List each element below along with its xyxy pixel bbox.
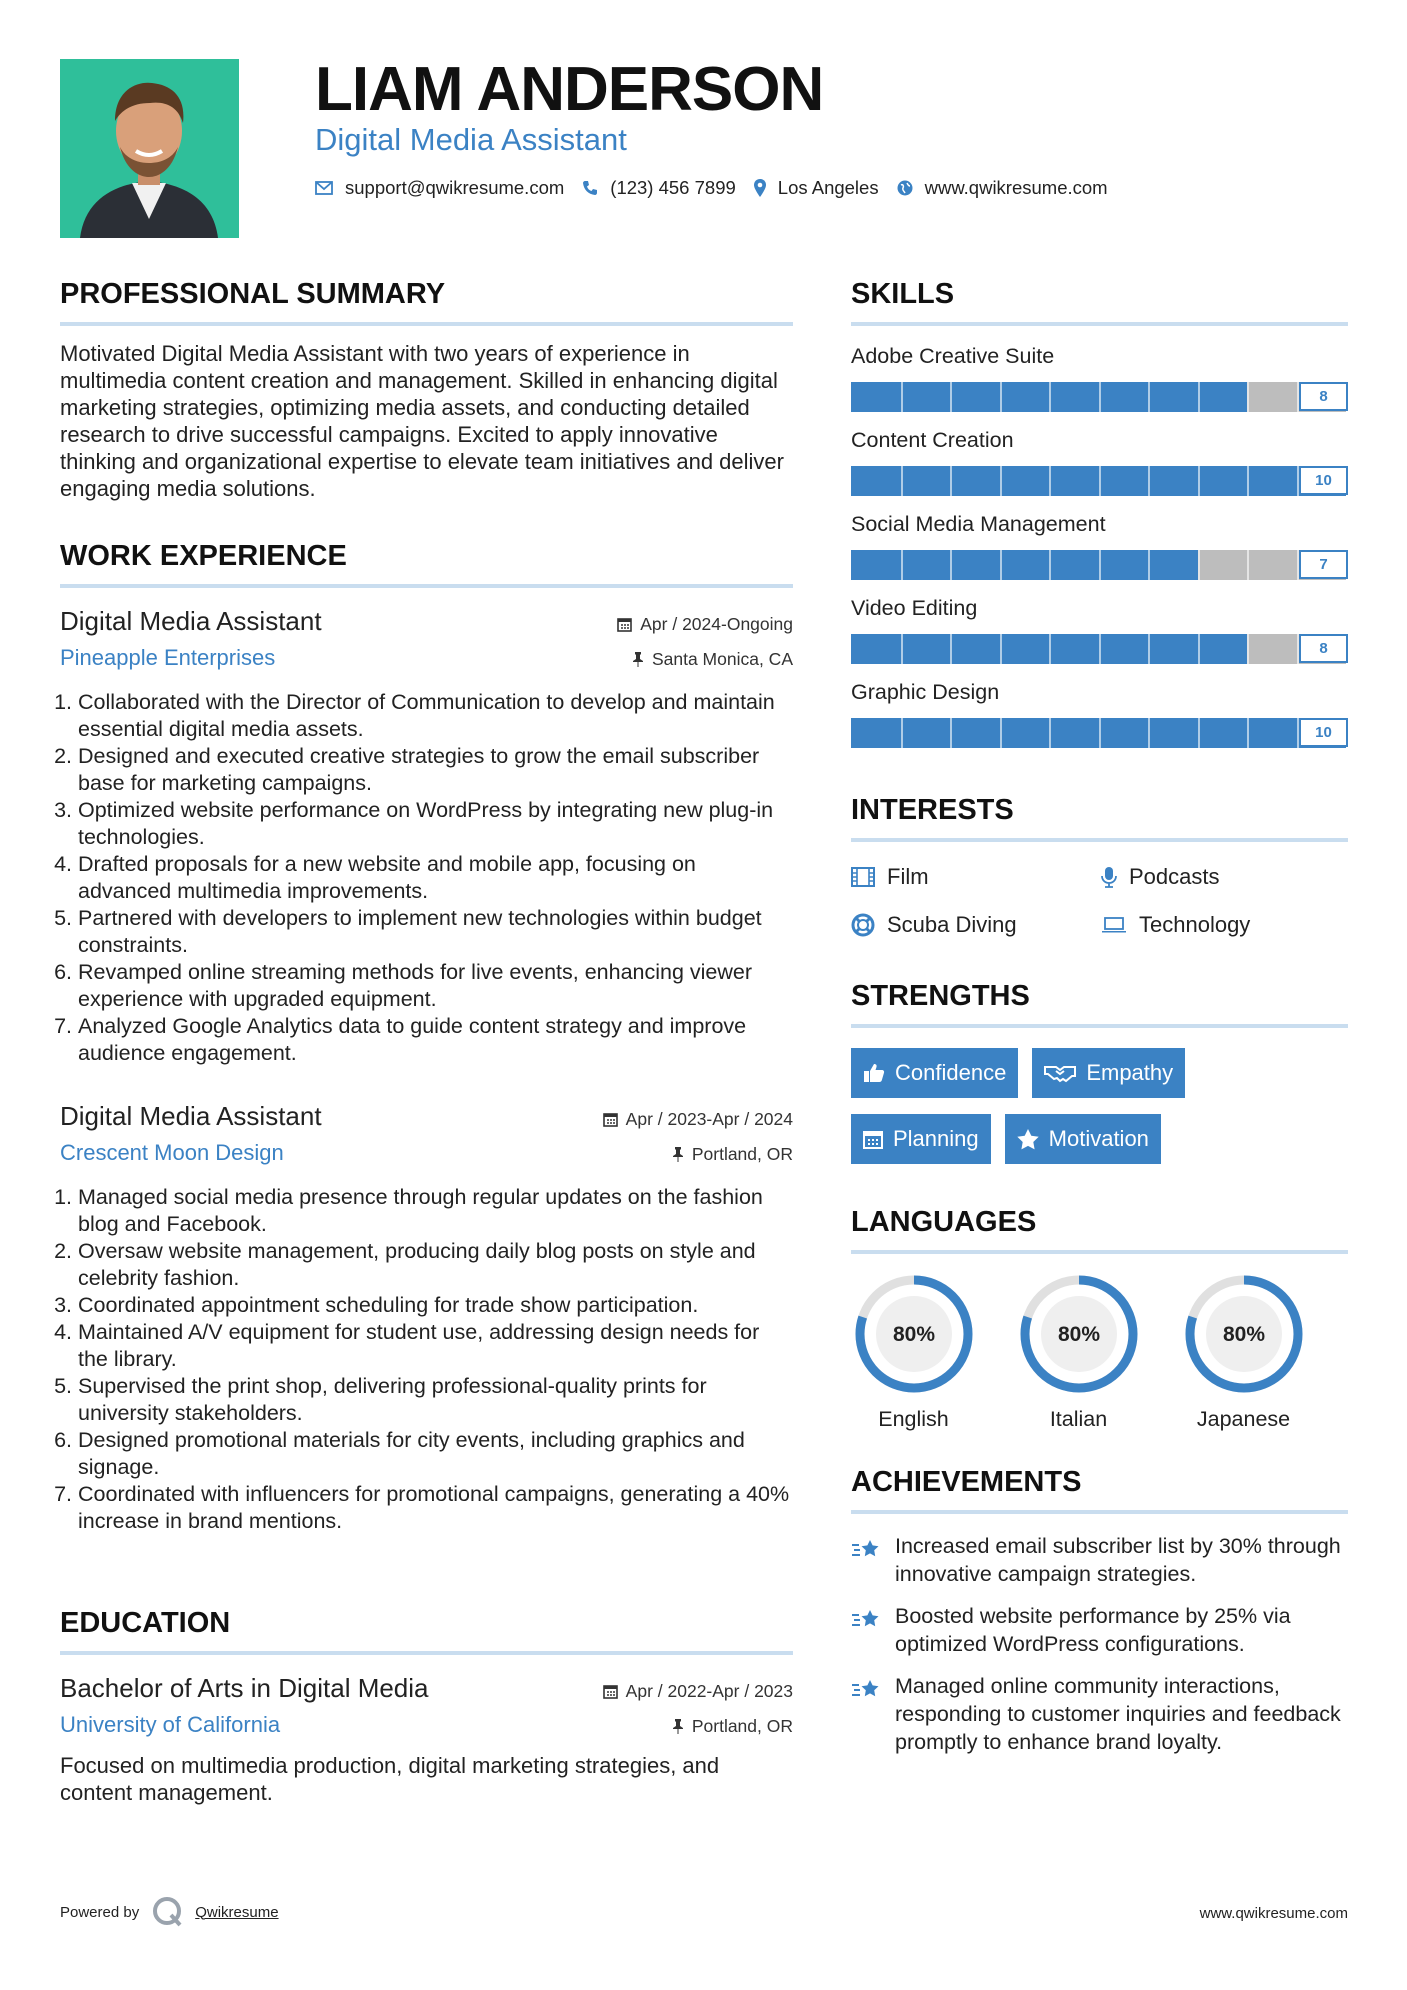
- languages-heading: LANGUAGES: [851, 1206, 1037, 1238]
- experience-section: [60, 534, 793, 1535]
- skill-bar-tick: [1000, 466, 1002, 496]
- language-percent: 80%: [892, 1323, 935, 1346]
- skill-bar-tick: [1148, 550, 1150, 580]
- skill-bar-tick: [950, 466, 952, 496]
- shooting-star-icon: [851, 1676, 883, 1702]
- section-divider: [60, 1651, 793, 1655]
- skill-score: 8: [1299, 382, 1348, 411]
- job-date: [603, 1109, 793, 1130]
- contact-bar: [315, 177, 1126, 199]
- achievements-section: [851, 1460, 1348, 1756]
- list-item: 6. Designed promotional materials for city events, including graphics and signage.: [78, 1427, 793, 1481]
- education-description: Focused on multimedia production, digital marketing strategies, and content management.: [60, 1753, 720, 1805]
- contact-phone[interactable]: [582, 177, 736, 199]
- calendar-icon: [603, 1684, 618, 1699]
- list-item: 4. Drafted proposals for a new website and mobile app, focusing on advanced multimedia improvements.: [78, 851, 793, 905]
- education-section: [60, 1601, 793, 1806]
- skill-bar-tick: [1099, 382, 1101, 412]
- skill-bar-tick: [1099, 718, 1101, 748]
- language-ring: [1182, 1272, 1306, 1396]
- phone-text: (123) 456 7899: [610, 177, 736, 198]
- skill-item: [851, 342, 1348, 412]
- left-column: [60, 272, 793, 1806]
- skill-bar-tick: [1148, 634, 1150, 664]
- school-name: University of California: [60, 1712, 281, 1737]
- list-item: 7. Analyzed Google Analytics data to guide content strategy and improve audience engagement.: [78, 1013, 793, 1067]
- skill-bar: [851, 634, 1348, 664]
- pushpin-icon: [632, 652, 644, 667]
- candidate-name: LIAM ANDERSON: [315, 55, 824, 124]
- language-label: Japanese: [1196, 1407, 1291, 1431]
- list-item: 3. Optimized website performance on WordPress by integrating new plug-in technologies.: [78, 797, 793, 851]
- job-date-text: Apr / 2023-Apr / 2024: [625, 1109, 793, 1129]
- interest-item: [851, 864, 1101, 890]
- handshake-icon: [1044, 1063, 1076, 1083]
- skill-item: [851, 594, 1348, 664]
- job-date: [617, 614, 793, 635]
- footer-website[interactable]: www.qwikresume.com: [1199, 1905, 1348, 1922]
- laptop-icon: [1101, 916, 1127, 934]
- skill-bar-tick: [901, 382, 903, 412]
- language-label: English: [878, 1407, 949, 1431]
- summary-text: Motivated Digital Media Assistant with two years of experience in multimedia content creation and management. Skilled in enhancing digital marketing strategies, optimizing media assets, and conducting detailed research to drive successful campaigns. Excited to apply innovative thinking and organizational expertise to elevate team initiatives and deliver engaging media solutions.: [60, 341, 784, 501]
- skill-label: Video Editing: [851, 596, 978, 620]
- skill-bar-tick: [1049, 634, 1051, 664]
- language-ring: [1017, 1272, 1141, 1396]
- job-duties: [60, 1184, 793, 1535]
- contact-location: [754, 177, 879, 199]
- skill-bar-tick: [1049, 382, 1051, 412]
- job-location: [632, 649, 793, 670]
- education-date: [603, 1681, 793, 1702]
- globe-icon: [897, 180, 913, 196]
- language-label: Italian: [1049, 1407, 1108, 1431]
- phone-icon: [582, 180, 598, 196]
- language-percent: 80%: [1057, 1323, 1100, 1346]
- job-company: Pineapple Enterprises: [60, 645, 276, 670]
- interest-label: Film: [887, 864, 929, 889]
- achievement-item: [851, 1532, 1348, 1588]
- skill-bar-tick: [1049, 718, 1051, 748]
- contact-email[interactable]: [315, 177, 564, 199]
- calendar-icon: [617, 617, 632, 632]
- skill-item: [851, 678, 1348, 748]
- achievement-text: Increased email subscriber list by 30% through innovative campaign strategies.: [895, 1534, 1341, 1586]
- skill-bar-tick: [1247, 634, 1249, 664]
- skill-bar-tick: [950, 550, 952, 580]
- section-divider: [60, 584, 793, 588]
- job-title: Digital Media Assistant: [60, 606, 322, 636]
- strengths-section: [851, 974, 1348, 1180]
- job-entry: [60, 606, 793, 1067]
- life-ring-icon: [851, 913, 875, 937]
- section-divider: [851, 322, 1348, 326]
- job-title: Digital Media Assistant: [60, 1101, 322, 1131]
- skill-bar-tick: [1198, 550, 1200, 580]
- skill-item: [851, 510, 1348, 580]
- skill-bar-tick: [1148, 718, 1150, 748]
- contact-website[interactable]: [897, 177, 1108, 199]
- interest-label: Technology: [1139, 912, 1251, 937]
- skill-item: [851, 426, 1348, 496]
- skill-bar-tick: [1099, 634, 1101, 664]
- education-date-text: Apr / 2022-Apr / 2023: [625, 1681, 793, 1701]
- experience-heading: WORK EXPERIENCE: [60, 540, 347, 572]
- achievement-item: [851, 1602, 1348, 1658]
- interests-section: [851, 788, 1348, 938]
- pushpin-icon: [672, 1147, 684, 1162]
- skill-bar-tick: [1000, 634, 1002, 664]
- skill-score: 7: [1299, 550, 1348, 579]
- skill-bar-tick: [901, 634, 903, 664]
- strength-label: Empathy: [1086, 1060, 1174, 1085]
- qwikresume-logo-icon: [151, 1895, 185, 1929]
- skill-bar-tick: [1099, 466, 1101, 496]
- section-divider: [60, 322, 793, 326]
- language-item: [851, 1272, 976, 1432]
- skill-bar-tick: [1198, 634, 1200, 664]
- calendar-icon: [603, 1112, 618, 1127]
- strength-label: Motivation: [1048, 1126, 1149, 1151]
- skill-bar-tick: [950, 718, 952, 748]
- skill-bar-tick: [1247, 718, 1249, 748]
- skill-bar: [851, 382, 1348, 412]
- summary-section: [60, 272, 793, 502]
- candidate-title: Digital Media Assistant: [315, 122, 627, 157]
- skill-bar-tick: [1049, 466, 1051, 496]
- envelope-icon: [315, 181, 333, 195]
- job-company: Crescent Moon Design: [60, 1140, 284, 1165]
- achievements-heading: ACHIEVEMENTS: [851, 1466, 1082, 1498]
- film-icon: [851, 867, 875, 887]
- profile-photo: [60, 59, 239, 238]
- job-entry: [60, 1101, 793, 1535]
- skill-score: 10: [1299, 466, 1348, 495]
- skill-bar-tick: [1247, 382, 1249, 412]
- education-entry: [60, 1673, 793, 1806]
- skill-bar-tick: [1000, 718, 1002, 748]
- summary-heading: PROFESSIONAL SUMMARY: [60, 278, 446, 310]
- strengths-heading: STRENGTHS: [851, 980, 1030, 1012]
- skill-bar-tick: [950, 634, 952, 664]
- skill-bar-tick: [1198, 718, 1200, 748]
- job-date-text: Apr / 2024-Ongoing: [640, 614, 793, 634]
- interests-grid: [851, 864, 1348, 938]
- section-divider: [851, 838, 1348, 842]
- skill-label: Graphic Design: [851, 680, 1000, 704]
- job-location: [672, 1144, 793, 1165]
- strength-tag: [851, 1048, 1018, 1098]
- strength-label: Planning: [893, 1126, 979, 1151]
- skill-bar-tick: [1099, 550, 1101, 580]
- skill-bar-tick: [1247, 550, 1249, 580]
- job-duties: [60, 689, 793, 1067]
- skill-bar-fill: [851, 550, 1198, 580]
- skill-bar-tick: [1247, 466, 1249, 496]
- skill-bar-tick: [901, 718, 903, 748]
- language-percent: 80%: [1222, 1323, 1265, 1346]
- language-item: [1181, 1272, 1306, 1432]
- skill-label: Social Media Management: [851, 512, 1106, 536]
- list-item: 1. Managed social media presence through regular updates on the fashion blog and Facebook.: [78, 1184, 793, 1238]
- skill-bar-tick: [1198, 466, 1200, 496]
- list-item: 7. Coordinated with influencers for promotional campaigns, generating a 40% increase in brand mentions.: [78, 1481, 793, 1535]
- skill-label: Adobe Creative Suite: [851, 344, 1055, 368]
- education-heading: EDUCATION: [60, 1607, 231, 1639]
- skill-bar-tick: [1049, 550, 1051, 580]
- skill-bar-tick: [950, 382, 952, 412]
- strength-tag: [1005, 1114, 1161, 1164]
- job-location-text: Portland, OR: [691, 1144, 793, 1164]
- skill-bar-tick: [1000, 382, 1002, 412]
- interest-item: [1101, 912, 1348, 938]
- languages-section: [851, 1200, 1348, 1432]
- education-location-text: Portland, OR: [691, 1716, 793, 1736]
- skill-bar-tick: [1148, 382, 1150, 412]
- skill-bar: [851, 718, 1348, 748]
- achievement-text: Managed online community interactions, responding to customer inquiries and feedback promptly to enhance brand loyalty.: [895, 1674, 1341, 1754]
- shooting-star-icon: [851, 1606, 883, 1632]
- skill-score: 8: [1299, 634, 1348, 663]
- list-item: 3. Coordinated appointment scheduling for trade show participation.: [78, 1292, 793, 1319]
- degree-title: Bachelor of Arts in Digital Media: [60, 1673, 429, 1703]
- qwikresume-link[interactable]: Qwikresume: [195, 1903, 279, 1921]
- list-item: 4. Maintained A/V equipment for student use, addressing design needs for the library.: [78, 1319, 793, 1373]
- interest-label: Scuba Diving: [887, 912, 1017, 937]
- section-divider: [851, 1250, 1348, 1254]
- job-location-text: Santa Monica, CA: [651, 649, 793, 669]
- skill-score: 10: [1299, 718, 1348, 747]
- skill-bar-tick: [1000, 550, 1002, 580]
- interest-item: [1101, 864, 1348, 890]
- achievement-text: Boosted website performance by 25% via optimized WordPress configurations.: [895, 1604, 1291, 1656]
- list-item: 1. Collaborated with the Director of Communication to develop and maintain essential digital media assets.: [78, 689, 793, 743]
- list-item: 5. Supervised the print shop, delivering professional-quality prints for university stakeholders.: [78, 1373, 793, 1427]
- section-divider: [851, 1024, 1348, 1028]
- skills-section: [851, 272, 1348, 748]
- powered-by-label: Powered by: [60, 1903, 140, 1921]
- strength-tag: [851, 1114, 991, 1164]
- thumbs-up-icon: [863, 1063, 885, 1083]
- skill-bar-tick: [1148, 466, 1150, 496]
- location-text: Los Angeles: [777, 177, 879, 198]
- strength-tag: [1032, 1048, 1185, 1098]
- list-item: 2. Designed and executed creative strategies to grow the email subscriber base for marketing campaigns.: [78, 743, 793, 797]
- shooting-star-icon: [851, 1536, 883, 1562]
- list-item: 2. Oversaw website management, producing daily blog posts on style and celebrity fashion.: [78, 1238, 793, 1292]
- interests-heading: INTERESTS: [851, 794, 1014, 826]
- list-item: 5. Partnered with developers to implement new technologies within budget constraints.: [78, 905, 793, 959]
- pushpin-icon: [672, 1719, 684, 1734]
- strengths-tags: [851, 1048, 1348, 1180]
- languages-list: [851, 1272, 1348, 1432]
- microphone-icon: [1101, 866, 1117, 888]
- skill-bar-tick: [901, 550, 903, 580]
- footer-powered-by: [60, 1895, 279, 1929]
- skill-bar: [851, 550, 1348, 580]
- list-item: 6. Revamped online streaming methods for live events, enhancing viewer experience with upgraded equipment.: [78, 959, 793, 1013]
- language-ring: [852, 1272, 976, 1396]
- skill-bar-tick: [901, 466, 903, 496]
- calendar-icon: [863, 1129, 883, 1149]
- email-text: support@qwikresume.com: [345, 177, 565, 198]
- education-location: [672, 1716, 793, 1737]
- achievement-item: [851, 1672, 1348, 1756]
- interest-item: [851, 912, 1101, 938]
- skills-heading: SKILLS: [851, 278, 955, 310]
- star-icon: [1017, 1129, 1039, 1150]
- skill-bar-tick: [1198, 382, 1200, 412]
- strength-label: Confidence: [895, 1060, 1007, 1085]
- right-column: [851, 272, 1348, 1756]
- map-marker-icon: [754, 179, 766, 197]
- skill-bar: [851, 466, 1348, 496]
- interest-label: Podcasts: [1129, 864, 1220, 889]
- website-text: www.qwikresume.com: [924, 177, 1108, 198]
- language-item: [1016, 1272, 1141, 1432]
- skill-label: Content Creation: [851, 428, 1014, 452]
- section-divider: [851, 1510, 1348, 1514]
